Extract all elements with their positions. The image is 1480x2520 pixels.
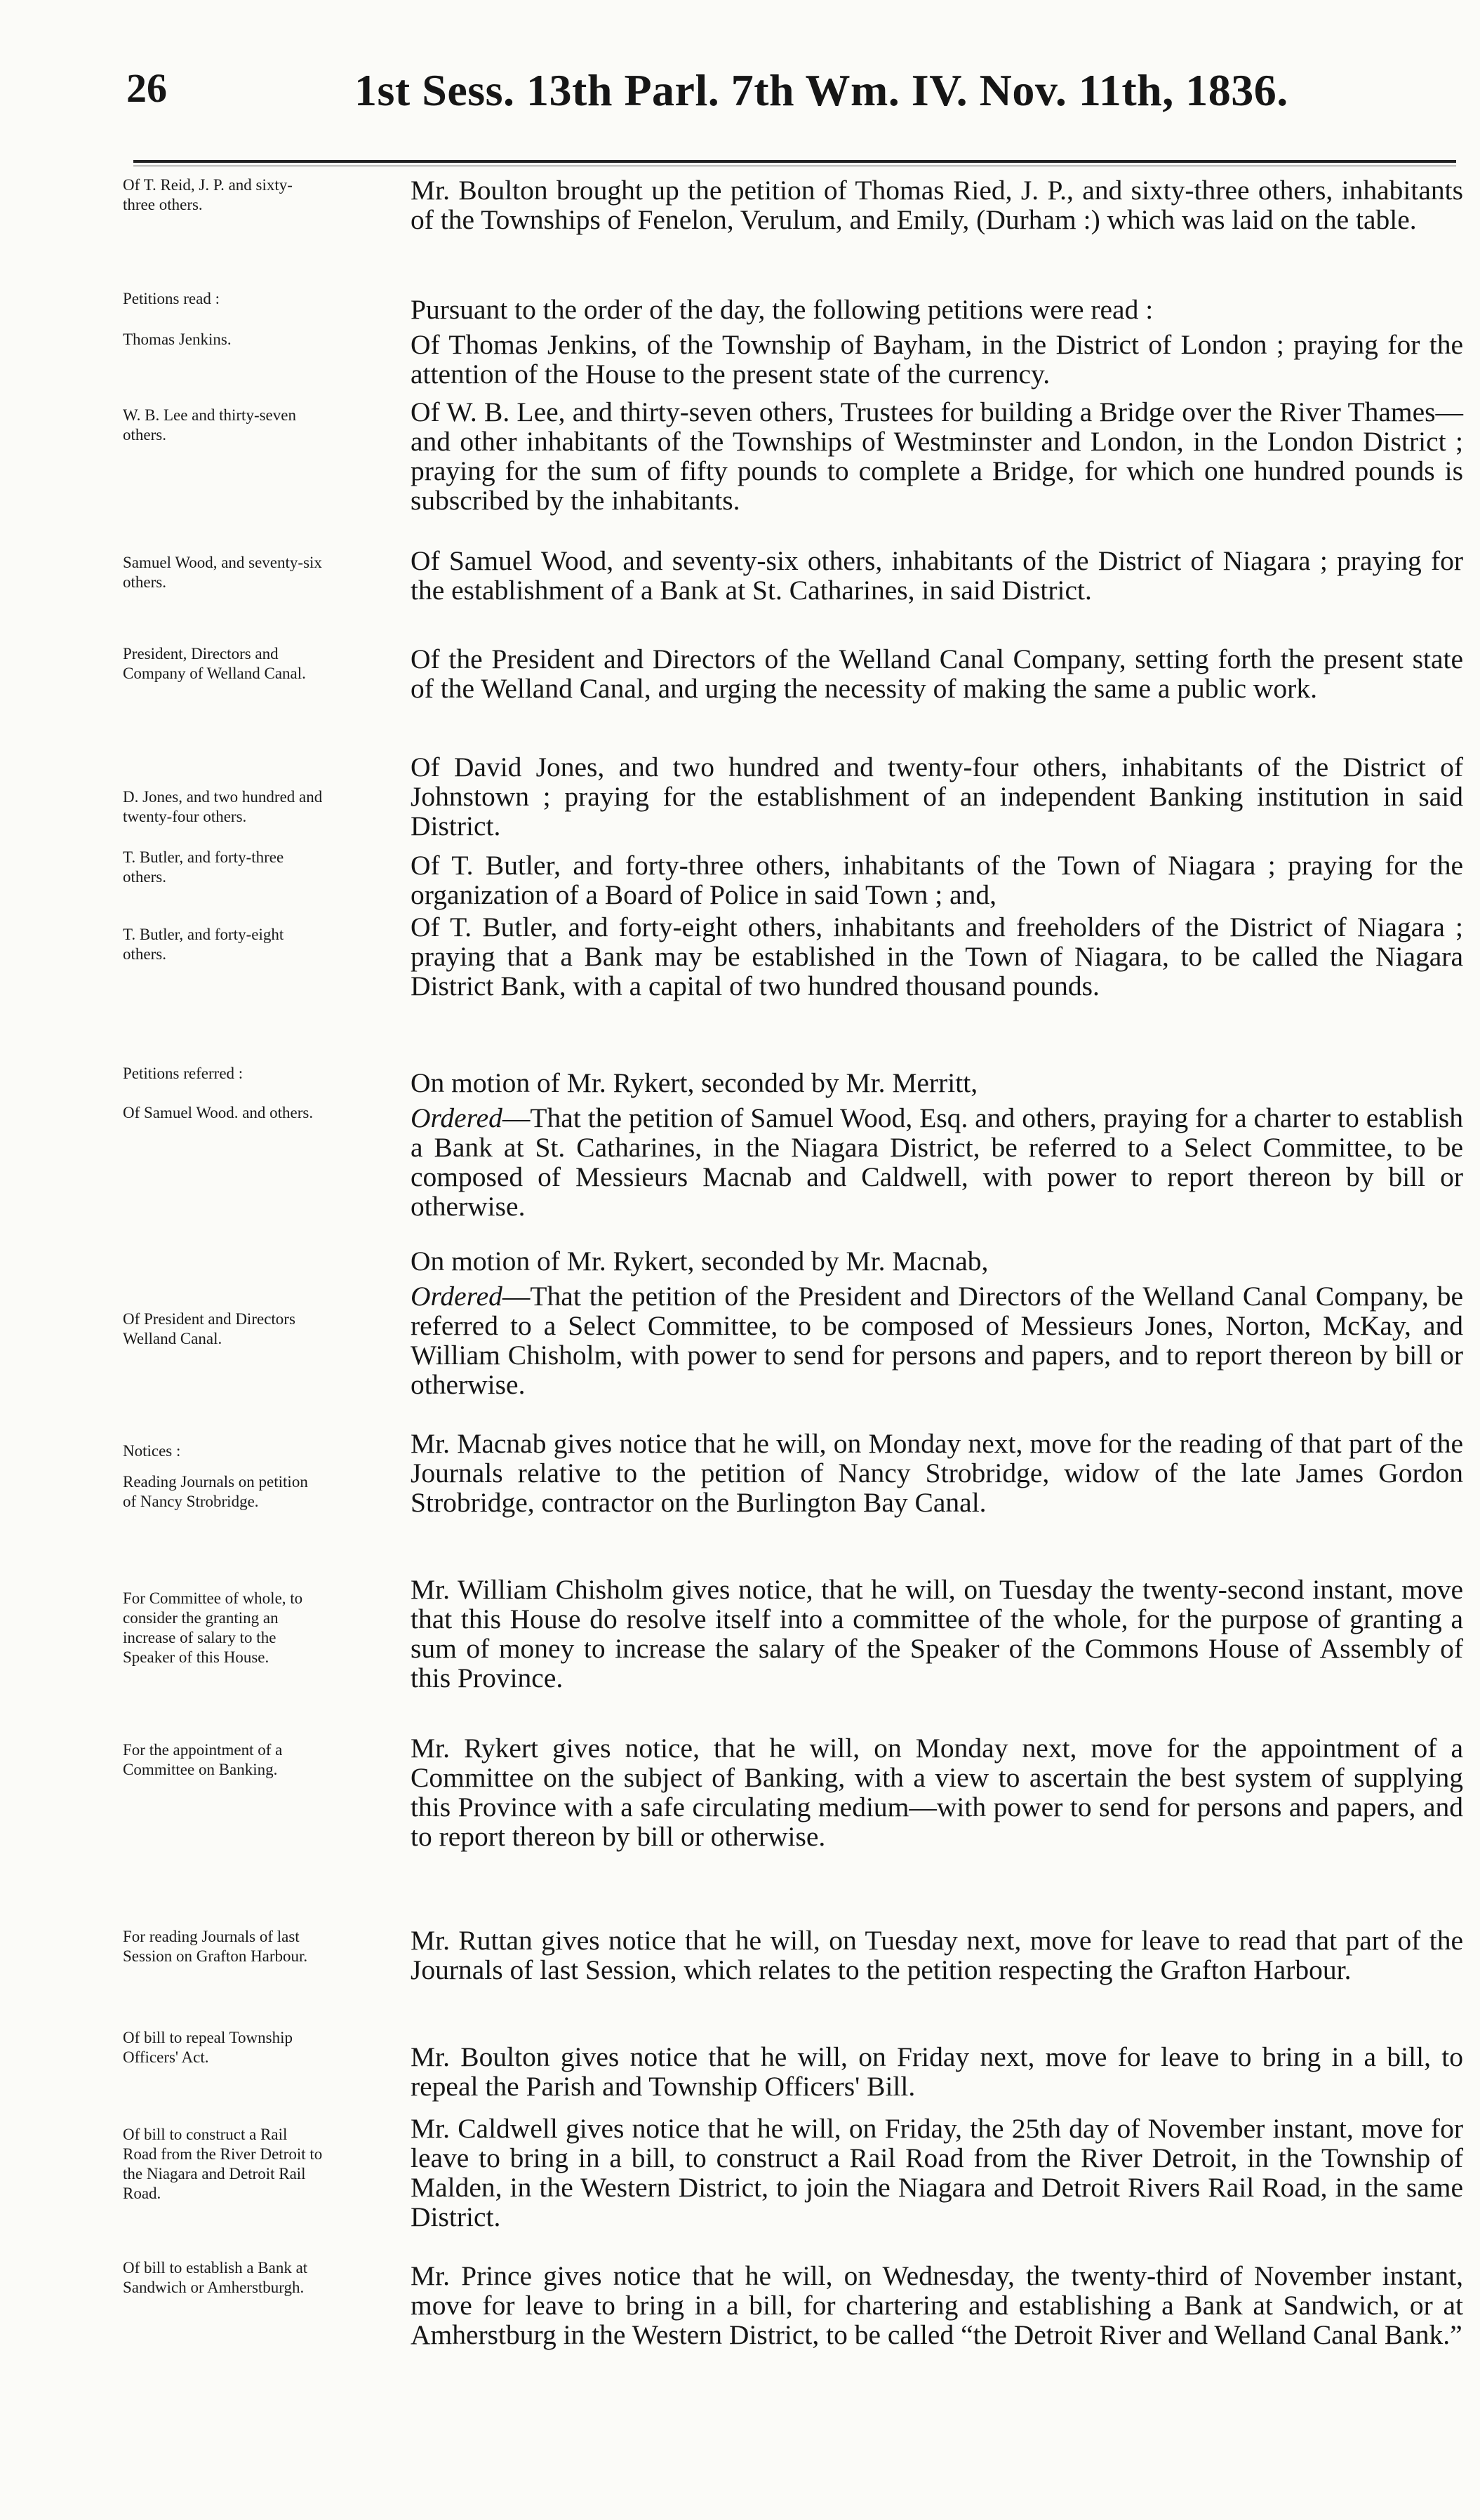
paragraph-text: On motion of Mr. Rykert, seconded by Mr. Merritt, <box>411 1067 978 1098</box>
paragraph-text: Of Thomas Jenkins, of the Township of Bayham, in the District of London ; praying for the attention of the House to the present state of the currency. <box>411 329 1463 389</box>
paragraph-text: Of the President and Directors of the Welland Canal Company, setting forth the present state of the Welland Canal, and urging the necessity of making the same a public work. <box>411 644 1463 704</box>
paragraph-text: Of David Jones, and two hundred and twenty-four others, inhabitants of the District of Johnstown ; praying for the establishment of an independent Banking institution in said District. <box>411 752 1463 841</box>
running-title: 1st Sess. 13th Parl. 7th Wm. IV. Nov. 11th, 1836. <box>354 65 1288 115</box>
paragraph-text: Pursuant to the order of the day, the following petitions were read : <box>411 294 1154 325</box>
paragraph <box>333 912 1463 1001</box>
margin-note: For reading Journals of last Session on Grafton Harbour. <box>123 1928 308 1965</box>
margin-note: For the appointment of a Committee on Banking. <box>123 1741 283 1778</box>
paragraph <box>333 2261 1463 2349</box>
margin-note: Notices : <box>123 1442 181 1460</box>
page-header <box>0 65 1480 149</box>
paragraph <box>333 175 1463 234</box>
paragraph-text: Of T. Butler, and forty-three others, inhabitants of the Town of Niagara ; praying for the organization of a Board of Police in said Town ; and, <box>411 850 1463 910</box>
paragraph-text: Mr. Boulton brought up the petition of Thomas Ried, J. P., and sixty-three others, inhabitants of the Townships of Fenelon, Verulum, and Emily, (Durham :) which was laid on the table. <box>411 175 1463 235</box>
margin-note: Of President and Directors Welland Canal. <box>123 1310 295 1347</box>
paragraph-text: Of T. Butler, and forty-eight others, inhabitants and freeholders of the District of Niagara ; praying that a Bank may be established in the Town of Niagara, to be called the Niagara District Bank, with a capital of two hundred thousand pounds. <box>411 912 1463 1001</box>
paragraph-text: Ordered—That the petition of Samuel Wood, Esq. and others, praying for a charter to establish a Bank at St. Catharines, in the Niagara District, be referred to a Select Committee, to be composed of Messieurs Macnab and Caldwell, with power to report thereon by bill or otherwise. <box>411 1102 1463 1222</box>
margin-note: Petitions referred : <box>123 1065 244 1082</box>
margin-note: T. Butler, and forty-three others. <box>123 848 284 886</box>
margin-note: President, Directors and Company of Welland Canal. <box>123 645 306 682</box>
paragraph <box>333 2114 1463 2232</box>
paragraph-text: Mr. Ruttan gives notice that he will, on Tuesday next, move for leave to read that part of the Journals of last Session, which relates to the petition respecting the Grafton Harbour. <box>411 1925 1463 1985</box>
margin-note: Of T. Reid, J. P. and sixty-three others. <box>123 176 293 213</box>
margin-note: Of bill to establish a Bank at Sandwich or Amherstburgh. <box>123 2259 308 2296</box>
margin-note: Thomas Jenkins. <box>123 331 232 348</box>
page-number: 26 <box>126 65 167 111</box>
paragraph <box>333 1246 1463 1276</box>
margin-note: Of bill to repeal Township Officers' Act. <box>123 2029 293 2066</box>
margin-note: For Committee of whole, to consider the granting an increase of salary to the Speaker of this House. <box>123 1589 303 1666</box>
paragraph <box>333 644 1463 703</box>
paragraph <box>333 546 1463 605</box>
margin-note: D. Jones, and two hundred and twenty-four others. <box>123 788 323 825</box>
paragraph <box>333 851 1463 909</box>
margin-note: Of bill to construct a Rail Road from the River Detroit to the Niagara and Detroit Rail Road. <box>123 2126 323 2202</box>
paragraph <box>333 1575 1463 1693</box>
paragraph <box>333 752 1463 841</box>
paragraph <box>333 1429 1463 1517</box>
paragraph-text: Mr. Prince gives notice that he will, on Wednesday, the twenty-third of November instant, move for leave to bring in a bill, for chartering and establishing a Bank at Sandwich, or at Amherstburg in the Western District, to be called “the Detroit River and Welland Canal Bank.” <box>411 2260 1463 2350</box>
margin-note: T. Butler, and forty-eight others. <box>123 926 284 963</box>
paragraph <box>333 1733 1463 1851</box>
paragraph <box>333 2042 1463 2101</box>
paragraph-text: Mr. Macnab gives notice that he will, on Monday next, move for the reading of that part of the Journals relative to the petition of Nancy Strobridge, widow of the late James Gordon Strobridge, contractor on the Burlington Bay Canal. <box>411 1428 1463 1518</box>
paragraph-text: Mr. Rykert gives notice, that he will, on Monday next, move for the appointment of a Committee on the subject of Banking, with a view to ascertain the best system of supplying this Province with a safe circulating medium—with power to send for persons and papers, and to report thereon by bill or otherwise. <box>411 1733 1463 1852</box>
paragraph <box>333 295 1463 324</box>
margin-note: Of Samuel Wood. and others. <box>123 1104 314 1121</box>
paragraph-text: Of Samuel Wood, and seventy-six others, inhabitants of the District of Niagara ; praying for the establishment of a Bank at St. Catharines, in said District. <box>411 545 1463 606</box>
paragraph-text: Of W. B. Lee, and thirty-seven others, Trustees for building a Bridge over the River Thames—and other inhabitants of the Townships of Westminster and London, in the London District ; praying for the sum of fifty pounds to complete a Bridge, for which one hundred pounds is subscribed by the inhabitants. <box>411 396 1463 516</box>
margin-note: Petitions read : <box>123 290 220 307</box>
paragraph <box>333 330 1463 389</box>
paragraph <box>333 1926 1463 1985</box>
paragraph <box>333 1103 1463 1221</box>
margin-note: Samuel Wood, and seventy-six others. <box>123 554 322 591</box>
paragraph-text: Ordered—That the petition of the President and Directors of the Welland Canal Company, be referred to a Select Committee, to be composed of Messieurs Jones, Norton, McKay, and William Chisholm, with power to send for persons and papers, and to report thereon by bill or otherwise. <box>411 1281 1463 1400</box>
paragraph-text: Mr. Caldwell gives notice that he will, on Friday, the 25th day of November instant, move for leave to bring in a bill, to construct a Rail Road from the River Detroit, in the Township of Malden, in the Western District, to join the Niagara and Detroit Rivers Rail Road, in the same District. <box>411 2113 1463 2232</box>
paragraph <box>333 1068 1463 1098</box>
margin-note: Reading Journals on petition of Nancy Strobridge. <box>123 1473 308 1510</box>
paragraph-text: On motion of Mr. Rykert, seconded by Mr. Macnab, <box>411 1246 989 1276</box>
paragraph <box>333 397 1463 515</box>
margin-note: W. B. Lee and thirty-seven others. <box>123 406 296 444</box>
paragraph-text: Mr. William Chisholm gives notice, that he will, on Tuesday the twenty-second instant, move that this House do resolve itself into a committee of the whole, for the purpose of granting a sum of money to increase the salary of the Speaker of the Commons House of Assembly of this Province. <box>411 1574 1463 1693</box>
paragraph-text: Mr. Boulton gives notice that he will, on Friday next, move for leave to bring in a bill, to repeal the Parish and Township Officers' Bill. <box>411 2041 1463 2102</box>
header-rule <box>133 160 1456 163</box>
paragraph <box>333 1281 1463 1399</box>
